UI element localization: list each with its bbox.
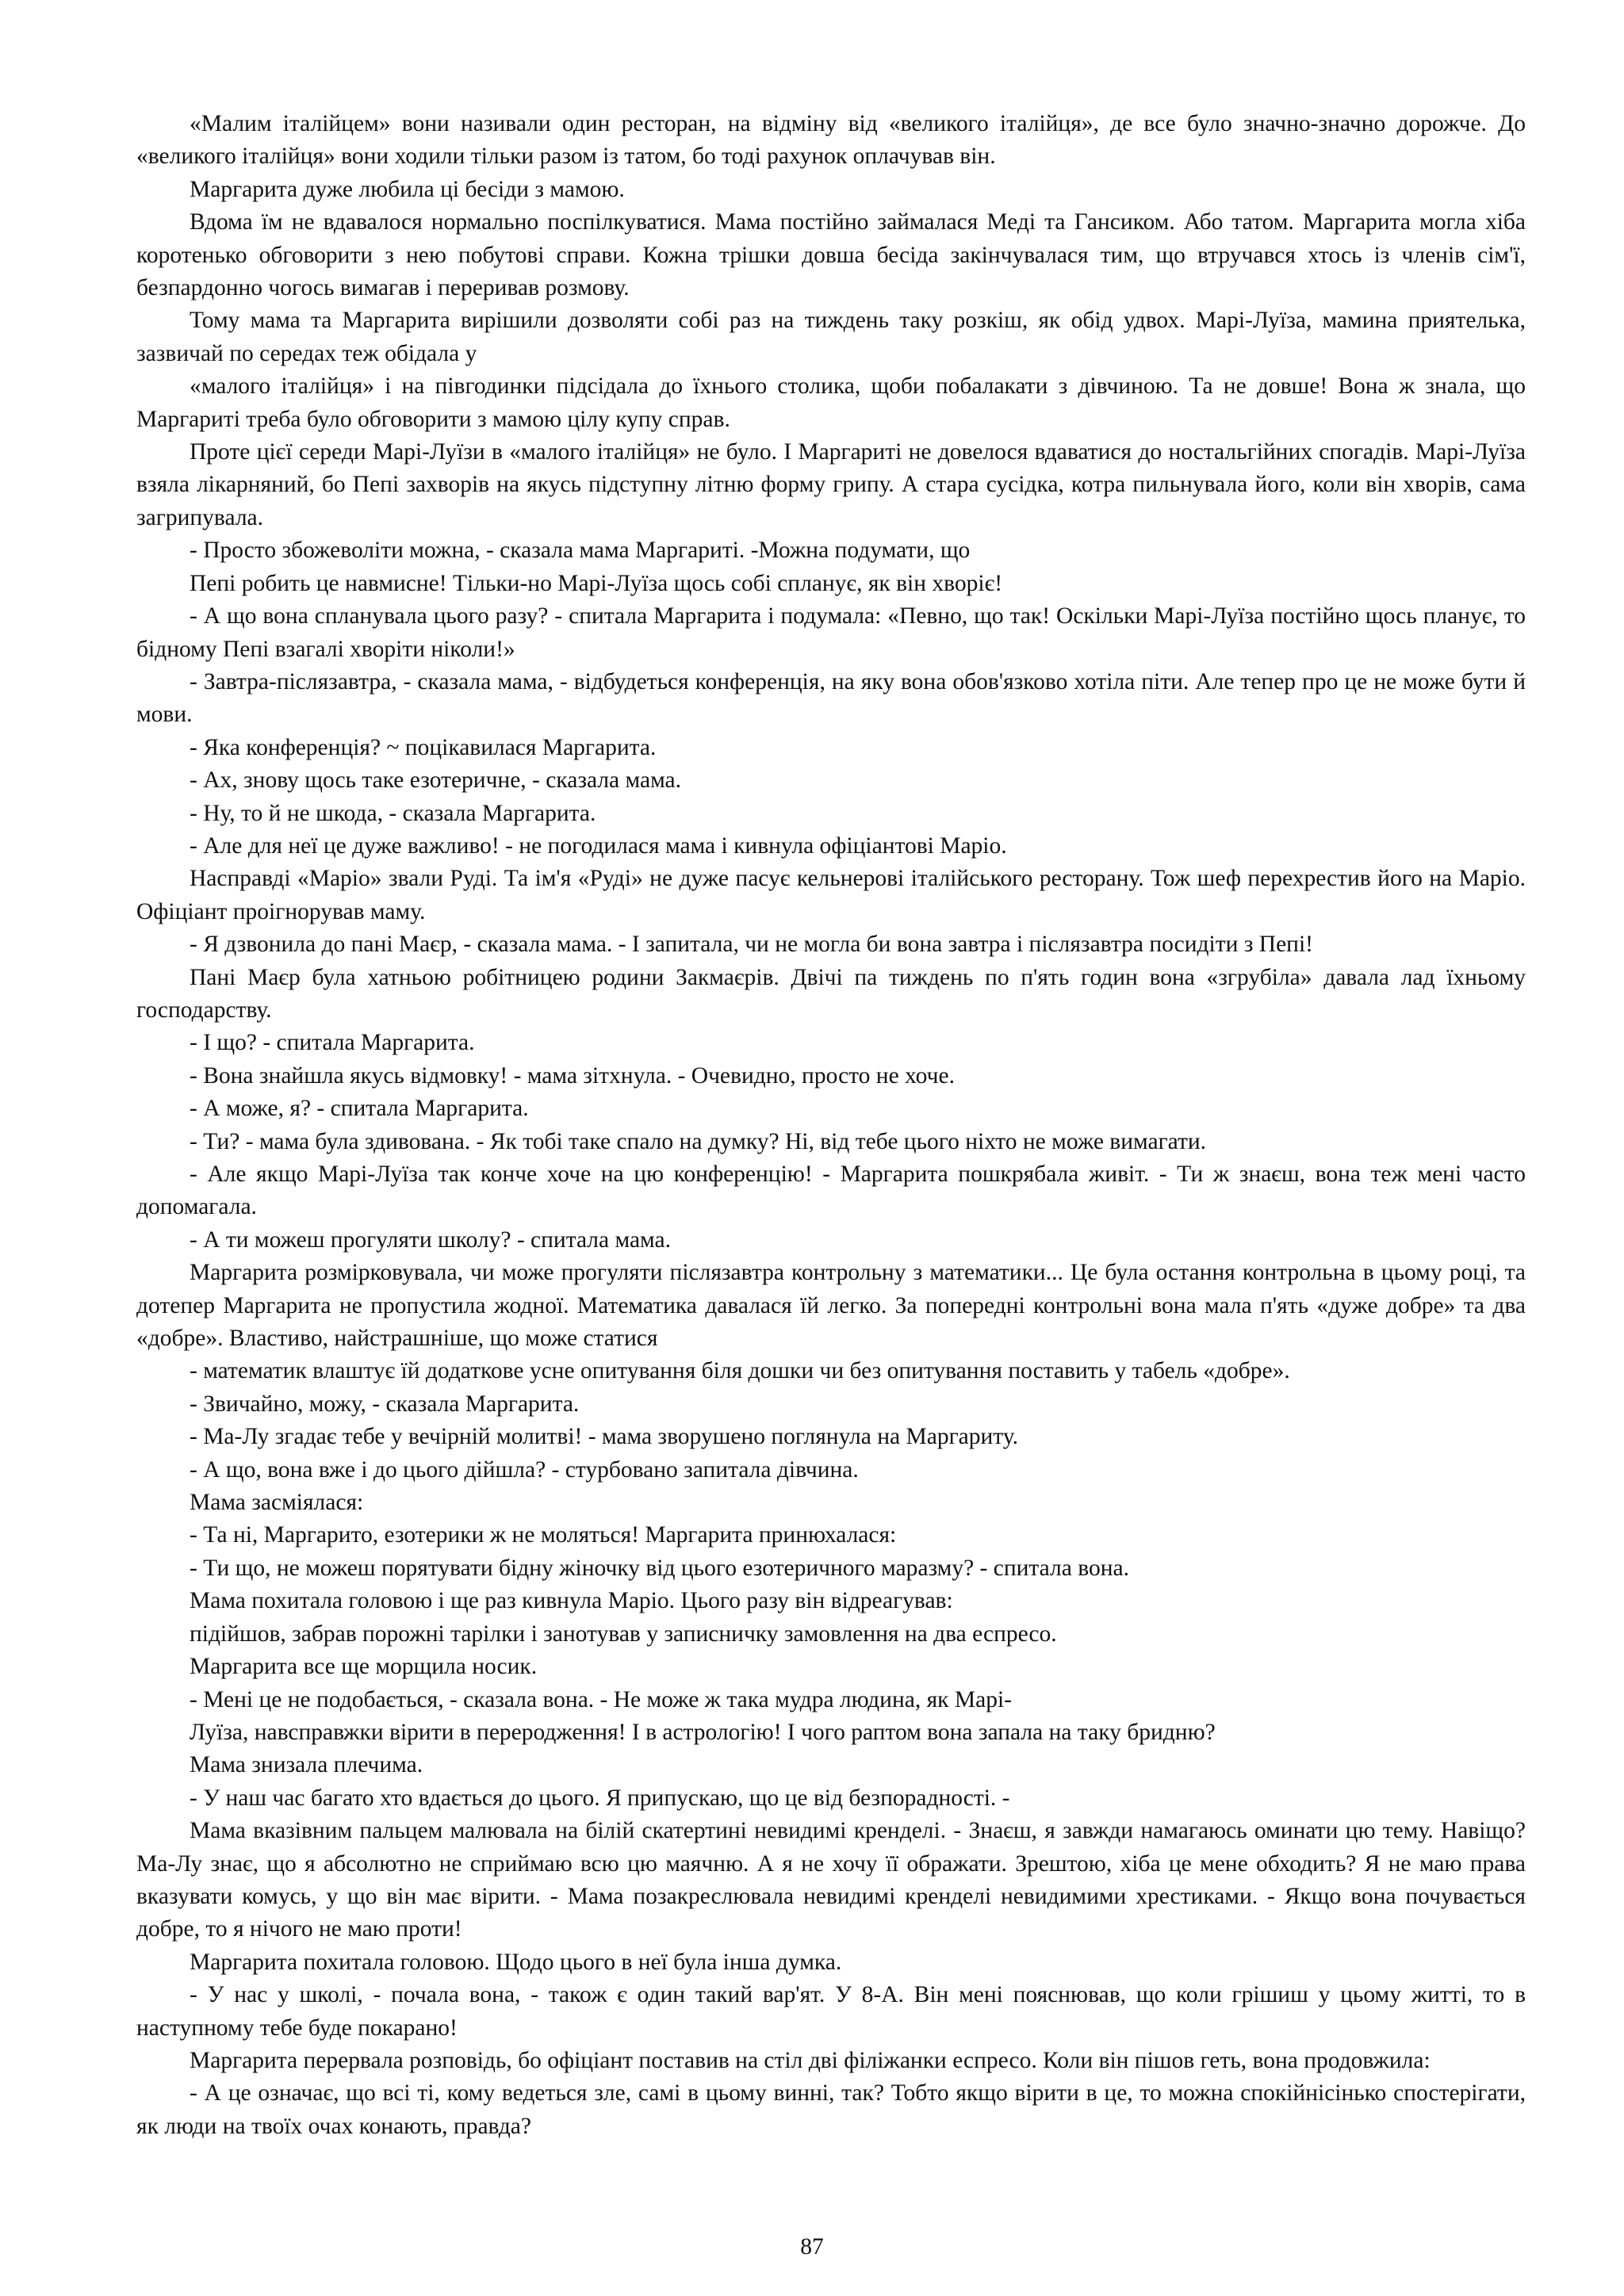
paragraph: Тому мама та Маргарита вирішили дозволяти собі раз на тиждень таку розкіш, як обід удвох. Марі-Луїза, мамина приятелька, зазвичай по середах теж обідала у (136, 308, 1526, 366)
paragraph: - І що? - спитала Маргарита. (190, 1030, 475, 1056)
paragraph: Вдома їм не вдавалося нормально поспілкуватися. Мама постійно займалася Меді та Гансиком. Або татом. Маргарита могла хіба коротенько обговорити з нею побутові справи. Кожна трішки довша бесіда закінчувалася тим, що втручався хтось із членів сім'ї, безпардонно чогось вимагав і переривав розмову. (136, 209, 1526, 301)
paragraph: Мама знизала плечима. (190, 1752, 423, 1778)
paragraph: Мама вказівним пальцем малювала на білій скатертині невидимі кренделі. - Знаєш, я завжди намагаюсь оминати цю тему. Навіщо? Ма-Лу знає, що я абсолютно не сприймаю всю цю маячню. А я не хочу її ображати. Зрештою, хіба це мене обходить? Я не маю права вказувати комусь, у що він має вірити. - Мама позакреслювала невидимі кренделі невидимими хрестиками. - Якщо вона почувається добре, то я нічого не маю проти! (136, 1818, 1526, 1942)
paragraph: - Але якщо Марі-Луїза так конче хоче на цю конференцію! - Маргарита пошкрябала живіт. - Ти ж знаєш, вона теж мені часто допомагала. (136, 1161, 1526, 1220)
paragraph: «Малим італійцем» вони називали один ресторан, на відміну від «великого італійця», де все було значно-значно дорожче. До «великого італійця» вони ходили тільки разом із татом, бо тоді рахунок оплачував він. (136, 111, 1526, 170)
paragraph: - Та ні, Маргарито, езотерики ж не моляться! Маргарита принюхалася: (190, 1522, 897, 1548)
paragraph: Пані Маєр була хатньою робітницею родини Закмаєрів. Двічі па тиждень по п'ять годин вона «згрубіла» давала лад їхньому господарству. (136, 964, 1526, 1023)
paragraph: - Звичайно, можу, - сказала Маргарита. (190, 1391, 580, 1417)
paragraph: Маргарита перервала розповідь, бо офіціант поставив на стіл дві філіжанки еспресо. Коли він пішов геть, вона продовжила: (190, 2047, 1431, 2073)
paragraph: підійшов, забрав порожні тарілки і занотував у записничку замовлення на два еспресо. (190, 1621, 1057, 1647)
paragraph: Мама похитала головою і ще раз кивнула Маріо. Цього разу він відреагував: (190, 1588, 953, 1614)
paragraph: - У наш час багато хто вдається до цього. Я припускаю, що це від безпорадності. - (190, 1785, 1010, 1811)
paragraph: Маргарита все ще морщила носик. (190, 1654, 538, 1680)
paragraph: - У нас у школі, - почала вона, - також є один такий вар'ят. У 8-А. Він мені пояснював, що коли грішиш у цьому житті, то в наступному тебе буде покарано! (136, 1982, 1526, 2041)
paragraph: - Ти що, не можеш порятувати бідну жіночку від цього езотеричного маразму? - спитала вона. (190, 1555, 1129, 1581)
paragraph: Маргарита похитала головою. Щодо цього в неї була інша думка. (190, 1949, 842, 1975)
paragraph: - Але для неї це дуже важливо! - не погодилася мама і кивнула офіціантові Маріо. (190, 832, 1007, 859)
paragraph: - Ма-Лу згадає тебе у вечірній молитві! - мама зворушено поглянула на Маргариту. (190, 1424, 1018, 1450)
paragraph: Пепі робить це навмисне! Тільки-но Марі-Луїза щось собі спланує, як він хворіє! (190, 570, 1003, 596)
paragraph: - А ти можеш прогуляти школу? - спитала мама. (190, 1226, 671, 1253)
page-number: 87 (800, 2234, 824, 2260)
paragraph: - Я дзвонила до пані Маєр, - сказала мама. - І запитала, чи не могла би вона завтра і післязавтра посидіти з Пепі! (190, 932, 1313, 958)
paragraph: - Ти? - мама була здивована. - Як тобі таке спало на думку? Ні, від тебе цього ніхто не може вимагати. (190, 1128, 1207, 1154)
body-text (136, 108, 1526, 2143)
paragraph: «малого італійця» і на півгодинки підсідала до їхнього столика, щоби побалакати з дівчиною. Та не довше! Вона ж знала, що Маргариті треба було обговорити з мамою цілу купу справ. (136, 373, 1526, 432)
paragraph: - А це означає, що всі ті, кому ведеться зле, самі в цьому винні, так? Тобто якщо вірити в це, то можна спокійнісінько спостерігати, як люди на твоїх очах конають, правда? (136, 2080, 1526, 2139)
paragraph: Мама засміялася: (190, 1490, 364, 1516)
paragraph: - Вона знайшла якусь відмовку! - мама зітхнула. - Очевидно, просто не хоче. (190, 1062, 955, 1089)
paragraph: Маргарита розмірковувала, чи може прогуляти післязавтра контрольну з математики... Це була остання контрольна в цьому році, та дотепер Маргарита не пропустила жодної. Математика давалася їй легко. За попередні контрольні вона мала п'ять «дуже добре» та два «добре». Властиво, найстрашніше, що може статися (136, 1260, 1526, 1352)
paragraph: Луїза, навсправжки вірити в переродження! І в астрологію! І чого раптом вона запала на таку бридню? (190, 1719, 1216, 1745)
paragraph: - А що вона спланувала цього разу? - спитала Маргарита і подумала: «Певно, що так! Оскільки Марі-Луїза постійно щось планує, то бідному Пепі взагалі хворіти ніколи!» (136, 603, 1526, 662)
paragraph: - Яка конференція? ~ поцікавилася Маргарита. (190, 734, 657, 760)
paragraph: Насправді «Маріо» звали Руді. Та ім'я «Руді» не дуже пасує кельнерові італійського ресторану. Тож шеф перехрестив його на Маріо. Офіціант проігнорував маму. (136, 866, 1526, 924)
paragraph: - Завтра-післязавтра, - сказала мама, - відбудеться конференція, на яку вона обов'язково хотіла піти. Але тепер про це не може бути й мови. (136, 668, 1526, 728)
paragraph: - математик влаштує їй додаткове усне опитування біля дошки чи без опитування поставить у табель «добре». (190, 1358, 1290, 1384)
paragraph: - А може, я? - спитала Маргарита. (190, 1096, 529, 1122)
paragraph: Проте цієї середи Марі-Луїзи в «малого італійця» не було. І Маргариті не довелося вдаватися до ностальгійних спогадів. Марі-Луїза взяла лікарняний, бо Пепі захворів на якусь підступну літню форму грипу. А стара сусідка, котра пильнувала його, коли він хворів, сама загрипувала. (136, 439, 1526, 530)
paragraph: - Ах, знову щось таке езотеричне, - сказала мама. (190, 767, 682, 794)
paragraph: - Мені це не подобається, - сказала вона. - Не може ж така мудра людина, як Марі- (190, 1686, 1012, 1712)
paragraph: - Ну, то й не шкода, - сказала Маргарита. (190, 800, 596, 826)
paragraph: - Просто збожеволіти можна, - сказала мама Маргариті. -Можна подумати, що (190, 538, 971, 564)
paragraph: - А що, вона вже і до цього дійшла? - стурбовано запитала дівчина. (190, 1456, 859, 1483)
paragraph: Маргарита дуже любила ці бесіди з мамою. (190, 176, 625, 202)
